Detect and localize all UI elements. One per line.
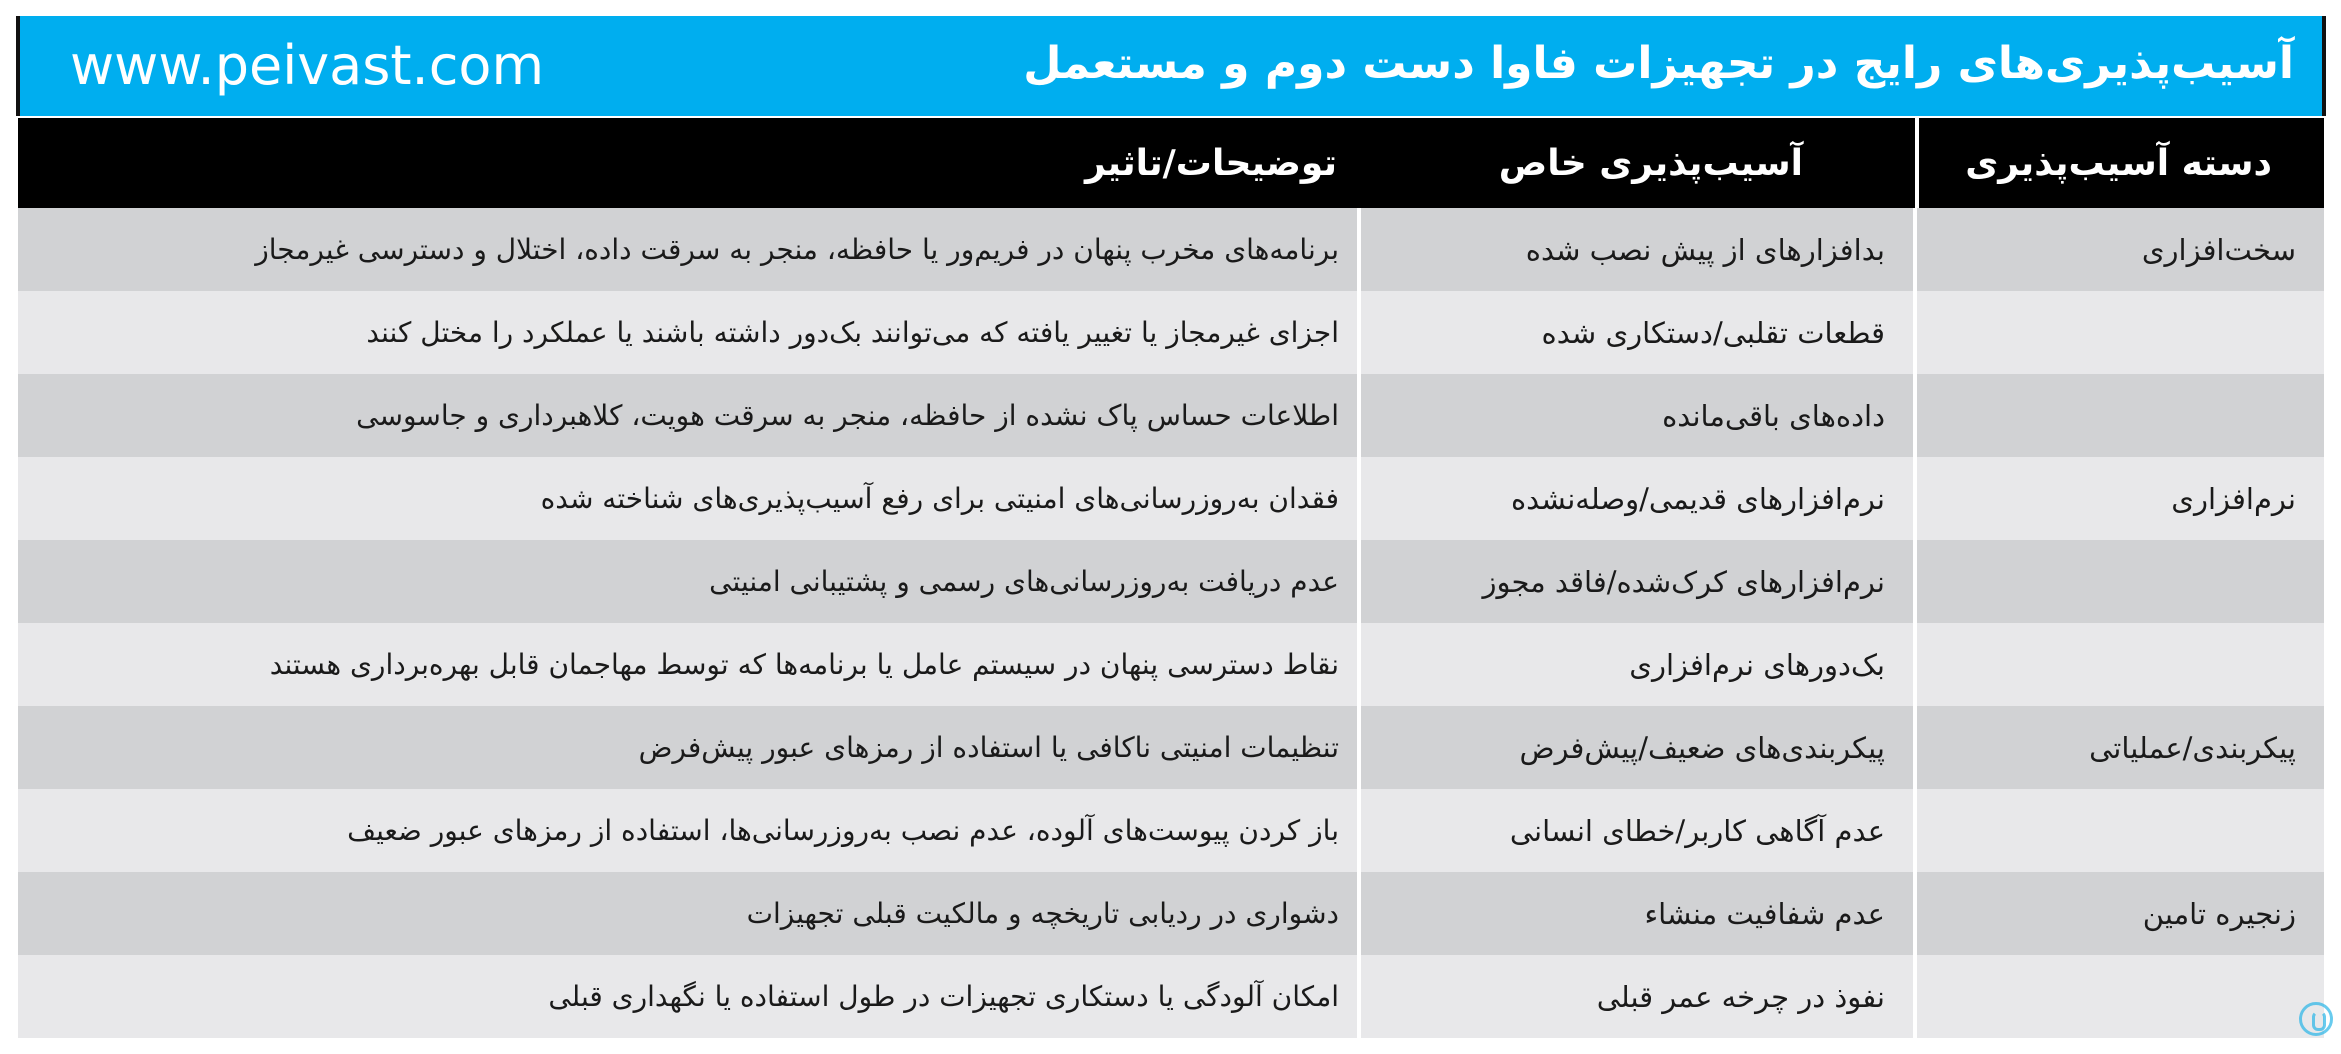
description-cell: دشواری در ردیابی تاریخچه و مالکیت قبلی تجهیزات <box>746 897 1339 930</box>
description-cell: باز کردن پیوست‌های آلوده، عدم نصب به‌روزرسانی‌ها، استفاده از رمزهای عبور ضعیف <box>347 814 1339 847</box>
header-description: توضیحات/تاثیر <box>1085 142 1337 184</box>
vulnerability-cell: بدافزارهای از پیش نصب شده <box>1357 208 1917 291</box>
table-row <box>18 540 2324 623</box>
category-cell <box>1917 540 2324 623</box>
vulnerability-cell: نرم‌افزارهای قدیمی/وصله‌نشده <box>1357 457 1917 540</box>
vulnerability-table <box>18 118 2324 1038</box>
vulnerability-cell: نرم‌افزارهای کرک‌شده/فاقد مجوز <box>1357 540 1917 623</box>
category-cell <box>1917 955 2324 1038</box>
header-category: دسته آسیب‌پذیری <box>1965 142 2272 184</box>
description-cell: تنظیمات امنیتی ناکافی یا استفاده از رمزهای عبور پیش‌فرض <box>638 731 1339 764</box>
description-cell: اطلاعات حساس پاک نشده از حافظه، منجر به سرقت هویت، کلاهبرداری و جاسوسی <box>356 399 1339 432</box>
table-header-row <box>18 118 2324 208</box>
description-cell: اجزای غیرمجاز یا تغییر یافته که می‌توانند بک‌دور داشته باشند یا عملکرد را مختل کنند <box>366 316 1339 349</box>
table-row <box>18 291 2324 374</box>
vulnerability-cell: عدم شفافیت منشاء <box>1357 872 1917 955</box>
page-title: آسیب‌پذیری‌های رایج در تجهیزات فاوا دست دوم و مستعمل <box>1023 38 2294 89</box>
table-row <box>18 706 2324 789</box>
title-banner <box>16 16 2326 116</box>
description-cell: برنامه‌های مخرب پنهان در فریم‌ور یا حافظه، منجر به سرقت داده، اختلال و دسترسی غیرمجاز <box>255 233 1339 266</box>
category-cell <box>1917 623 2324 706</box>
vulnerability-cell: بک‌دورهای نرم‌افزاری <box>1357 623 1917 706</box>
category-cell <box>1917 374 2324 457</box>
category-cell <box>1917 291 2324 374</box>
table-row <box>18 955 2324 1038</box>
table-row <box>18 457 2324 540</box>
vulnerability-cell: قطعات تقلبی/دستکاری شده <box>1357 291 1917 374</box>
website-url: www.peivast.com <box>70 34 545 97</box>
table-row <box>18 623 2324 706</box>
vulnerability-cell: عدم آگاهی کاربر/خطای انسانی <box>1357 789 1917 872</box>
vulnerability-cell: پیکربندی‌های ضعیف/پیش‌فرض <box>1357 706 1917 789</box>
description-cell: نقاط دسترسی پنهان در سیستم عامل یا برنامه‌ها که توسط مهاجمان قابل بهره‌برداری هستند <box>269 648 1339 681</box>
description-cell: فقدان به‌روزرسانی‌های امنیتی برای رفع آسیب‌پذیری‌های شناخته شده <box>540 482 1339 515</box>
category-cell: نرم‌افزاری <box>2171 481 2296 516</box>
category-cell: پیکربندی/عملیاتی <box>2089 730 2296 765</box>
vulnerability-cell: داده‌های باقی‌مانده <box>1357 374 1917 457</box>
table-row <box>18 208 2324 291</box>
vulnerability-cell: نفوذ در چرخه عمر قبلی <box>1357 955 1917 1038</box>
description-cell: امکان آلودگی یا دستکاری تجهیزات در طول استفاده یا نگهداری قبلی <box>548 980 1339 1013</box>
description-cell: عدم دریافت به‌روزرسانی‌های رسمی و پشتیبانی امنیتی <box>709 565 1339 598</box>
table-row <box>18 789 2324 872</box>
table-row <box>18 374 2324 457</box>
logo-watermark-icon <box>2299 1002 2333 1036</box>
table-row <box>18 872 2324 955</box>
category-cell <box>1917 789 2324 872</box>
category-cell: زنجیره تامین <box>2142 896 2296 931</box>
category-cell: سخت‌افزاری <box>2141 232 2296 267</box>
header-vulnerability: آسیب‌پذیری خاص <box>1357 118 1919 208</box>
